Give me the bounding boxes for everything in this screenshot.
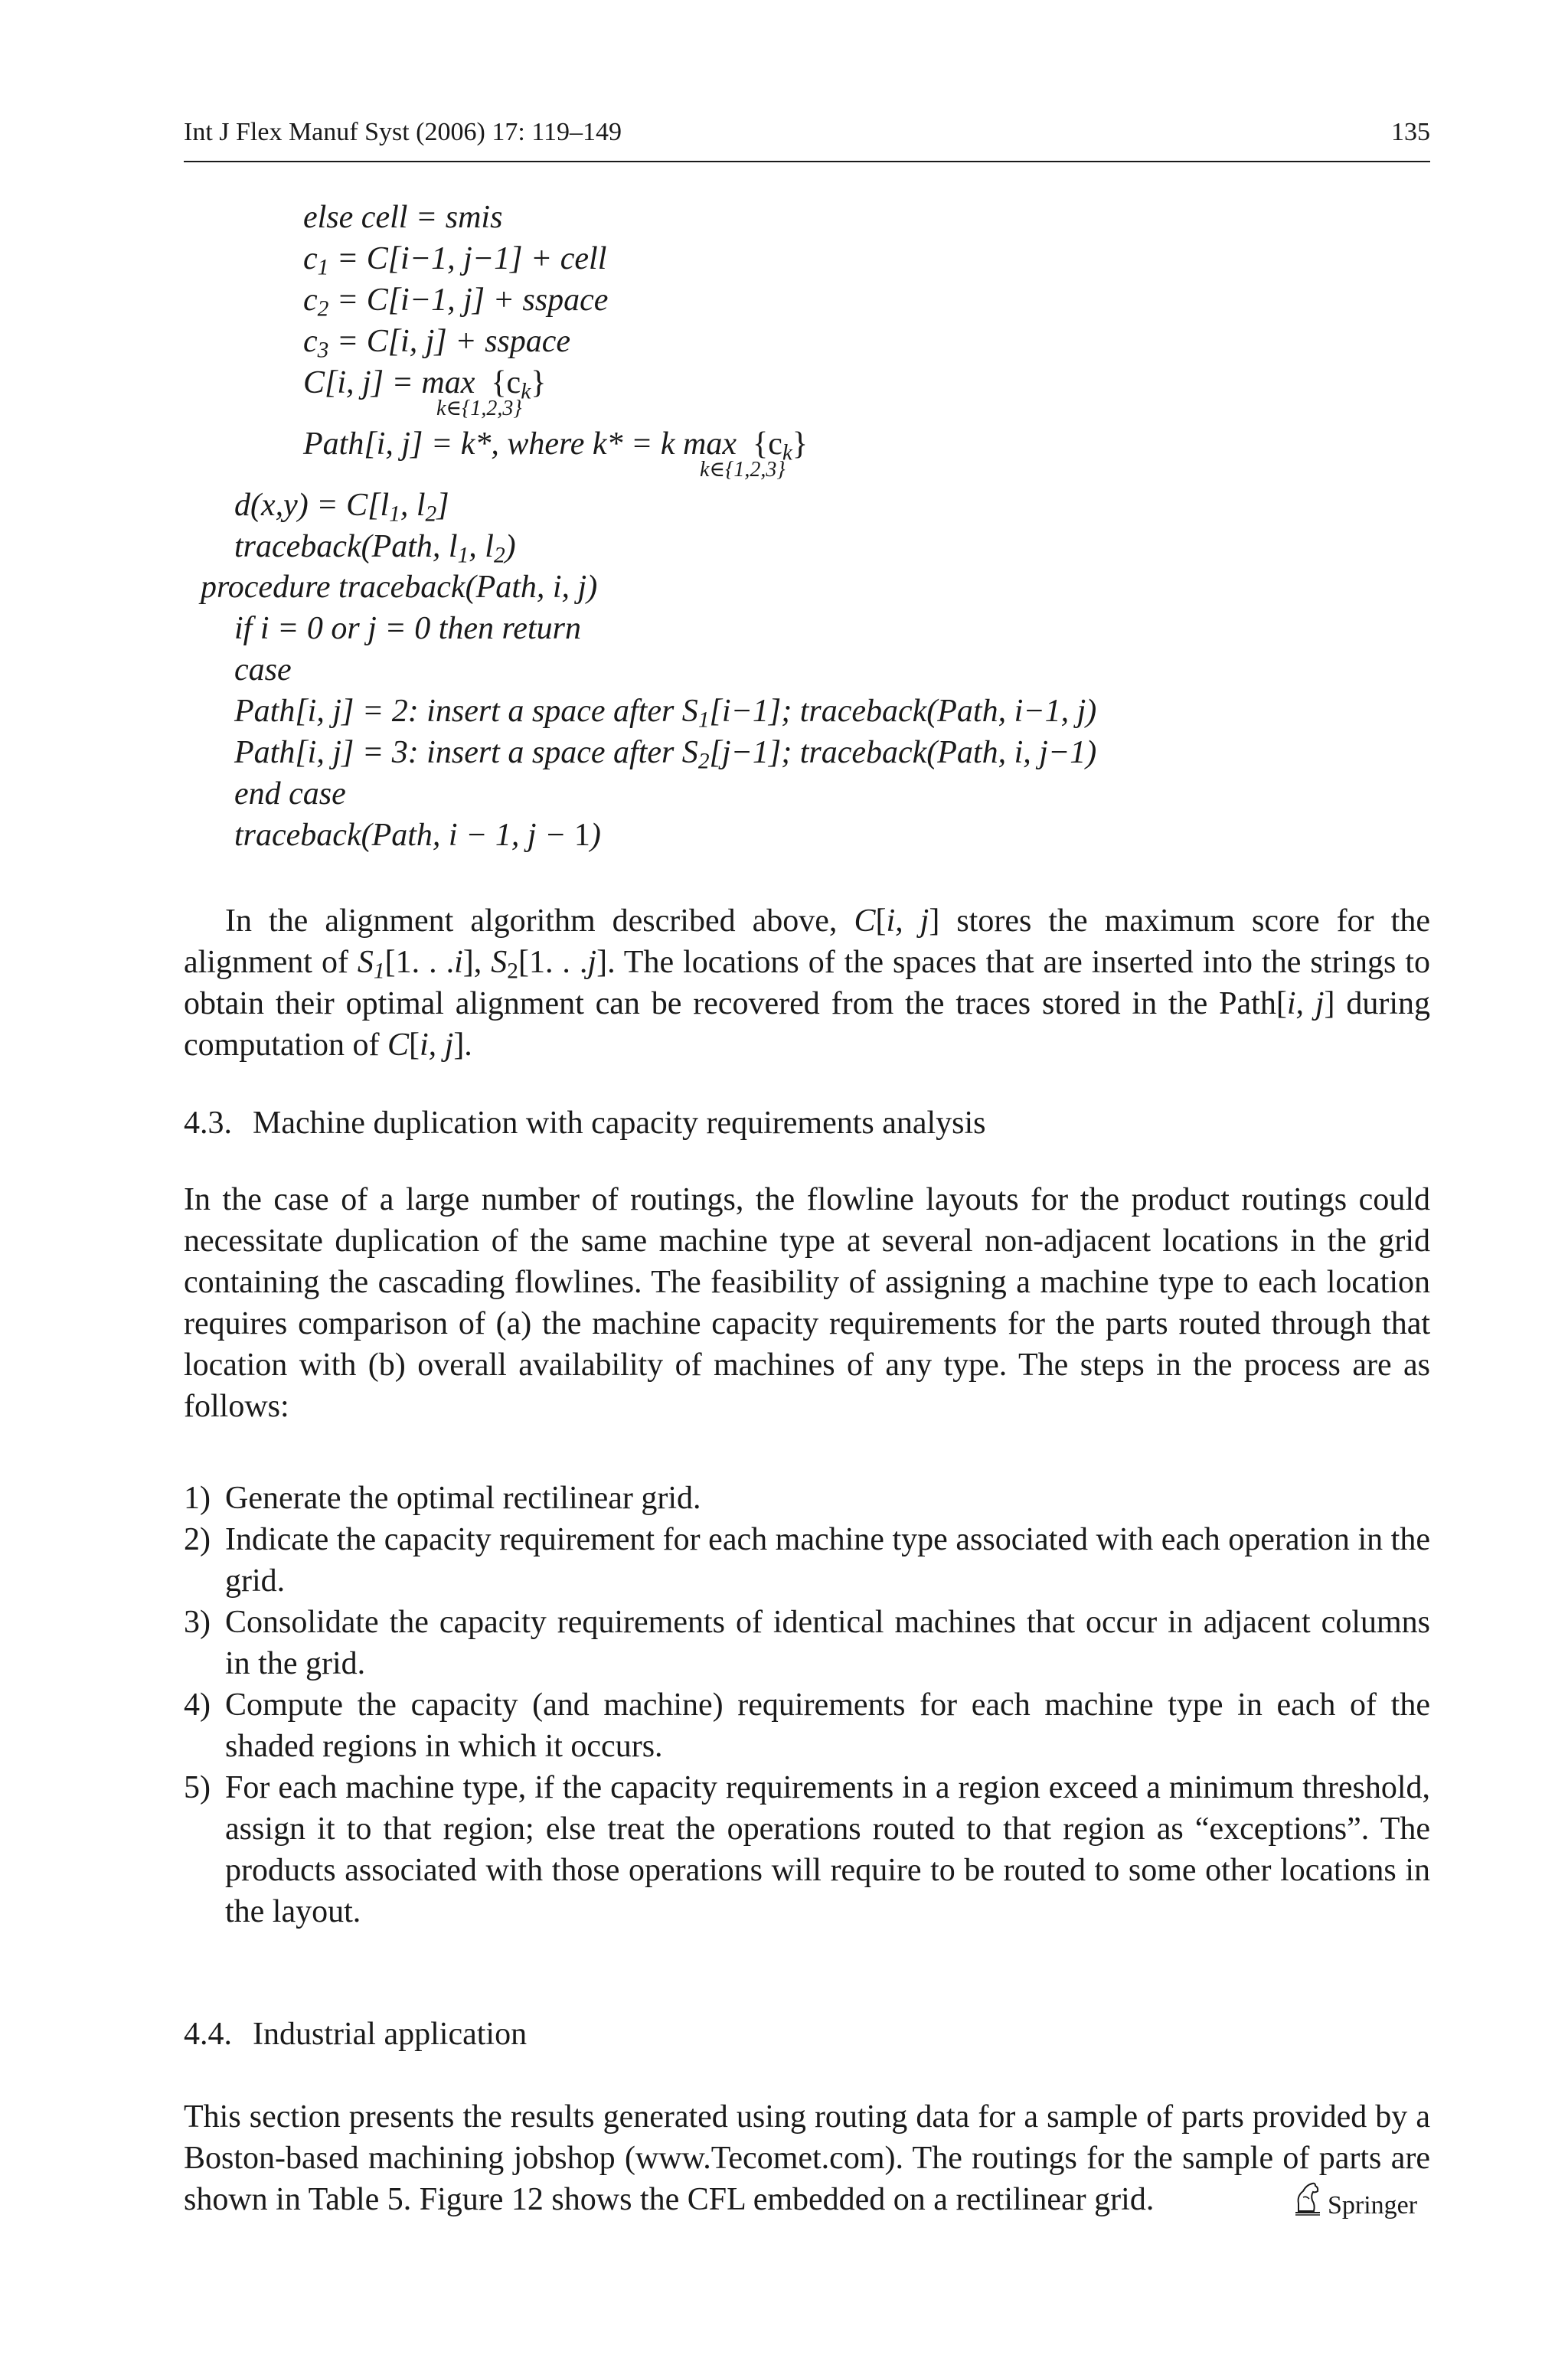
code-line-end-case: end case (234, 776, 346, 812)
paragraph-machine-duplication: In the case of a large number of routings, the flowline layouts for the product routings could necessitate duplication of the same machine type at several non-adjacent locations in the grid containing the cascading flowlines. The feasibility of assigning a machine type to each location requires comparison of (a) the machine capacity requirements for the parts routed through that location with (b) overall availability of machines of any type. The steps in the process are as follows: (184, 1182, 1430, 1424)
publisher-name: Springer (1328, 2191, 1418, 2220)
code-line-cmax: C[i, $j] = \max \{c_k\}$ (303, 365, 547, 404)
section-heading-4-3: 4.3. Machine duplication with capacity requirements analysis (184, 1106, 986, 1141)
paragraph-alignment-explanation: In the alignment algorithm described above, C[i, j] stores the maximum score for the alignment of $S_1[1$. . .i], $S_2[1$. . .j]. The locations of the spaces that are inserted into the strings to obtain their optimal alignment can be recovered from the traces stored in the Path[i, j] during computation of C[i, j]. (184, 903, 1430, 1063)
list-item: 4) Compute the capacity (and machine) requirements for each machine type in each of the shaded regions in which it occurs. (184, 1687, 1430, 1764)
list-item: 3) Consolidate the capacity requirements of identical machines that occur in adjacent columns in the grid. (184, 1605, 1430, 1681)
process-steps-list (184, 1478, 1430, 1932)
code-line-c3: $c_3 = C[i$, j] + sspace (303, 324, 571, 363)
paragraph-industrial-application: This section presents the results generated using routing data for a sample of parts provided by a Boston-based machining jobshop (www.Tecomet.com). The routings for the sample of parts are shown in Table 5. Figure 12 shows the CFL embedded on a rectilinear grid. (184, 2099, 1430, 2217)
code-line-c1: $c_1 = C[i-1$, j−1] + cell (303, 241, 607, 280)
list-item: 5) For each machine type, if the capacity requirements in a region exceed a minimum threshold, assign it to that region; else treat the operations routed to that region as “exceptions”. The products associated with those operations will require to be routed to some other locations in the layout. (184, 1770, 1430, 1929)
journal-citation: Int J Flex Manuf Syst (2006) 17: 119–149 (184, 118, 622, 146)
header-rule (184, 161, 1430, 162)
code-line-path-3: Path[i, j] = 3: insert a space after $S_2[j-1]$; traceback(Path, i, j−1) (234, 735, 1097, 774)
code-line-else-cell: else cell = smis (303, 200, 503, 235)
code-line-path-2: Path[i, j] = 2: insert a space after $S_1[i-1]$; traceback(Path, i−1, j) (234, 694, 1097, 733)
max-subscript: k∈{1,2,3} (436, 397, 522, 420)
list-item: 1) Generate the optimal rectilinear grid. (184, 1481, 701, 1516)
max-subscript: k∈{1,2,3} (700, 458, 786, 482)
page-number: 135 (1391, 118, 1430, 146)
code-line-traceback-recursive: traceback(Path, i − 1, j − 1) (234, 818, 601, 853)
section-heading-4-4: 4.4. Industrial application (184, 2017, 528, 2052)
running-header (184, 115, 1430, 161)
code-line-case: case (234, 652, 292, 688)
code-line-procedure: procedure traceback(Path, i, j) (201, 570, 598, 605)
code-line-if: if i = 0 or j = 0 then return (234, 611, 581, 646)
springer-horse-icon (1292, 2180, 1323, 2216)
code-line-dxy: $d(x,y) = C[l_1$, $l_2$] (234, 488, 449, 527)
code-line-c2: $c_2 = C[i-1$, j] + sspace (303, 283, 609, 322)
code-line-path: Path[i, j] = k*, where k* = k $\max \{c_k\}$ (303, 426, 808, 465)
list-item: 2) Indicate the capacity requirement for each machine type associated with each operation in the grid. (184, 1522, 1430, 1599)
publisher-logo (1292, 2180, 1430, 2226)
code-line-traceback-call: traceback(Path, $l_1$, $l_2$) (234, 529, 516, 568)
